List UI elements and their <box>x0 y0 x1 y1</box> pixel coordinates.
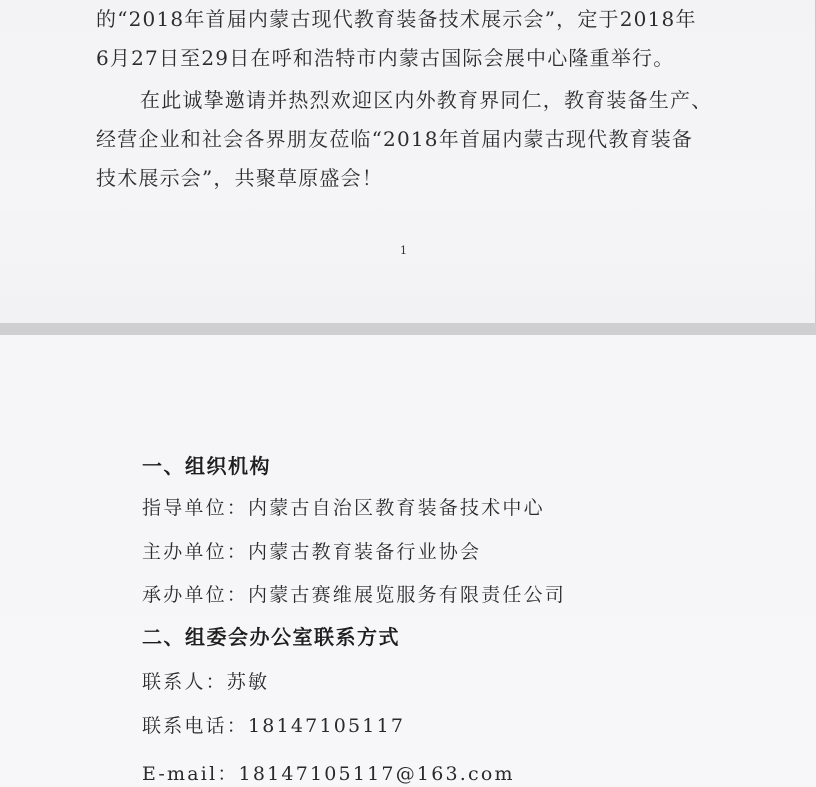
organizer-guidance-unit: 指导单位：内蒙古自治区教育装备技术中心 <box>142 497 545 519</box>
page-separator <box>0 323 816 335</box>
organizer-undertaking-unit: 承办单位：内蒙古赛维展览服务有限责任公司 <box>142 584 567 606</box>
contact-person: 联系人：苏敏 <box>142 671 270 693</box>
paragraph-line: 经营企业和社会各界朋友莅临“2018年首届内蒙古现代教育装备 <box>96 127 694 151</box>
paragraph-line: 技术展示会”，共聚草原盛会！ <box>96 166 384 190</box>
page-number: 1 <box>400 244 407 257</box>
section-heading-organization: 一、组织机构 <box>142 454 271 478</box>
document-page-1 <box>0 0 816 323</box>
paragraph-line: 的“2018年首届内蒙古现代教育装备技术展示会”，定于2018年 <box>96 7 697 31</box>
contact-email: E-mail：18147105117@163.com <box>142 763 515 785</box>
paragraph-line: 在此诚挚邀请并热烈欢迎区内外教育界同仁，教育装备生产、 <box>140 88 713 112</box>
paragraph-line: 6月27日至29日在呼和浩特市内蒙古国际会展中心隆重举行。 <box>96 46 675 70</box>
contact-phone: 联系电话：18147105117 <box>142 715 406 737</box>
document-page-2 <box>0 335 816 787</box>
organizer-host-unit: 主办单位：内蒙古教育装备行业协会 <box>142 541 482 563</box>
section-heading-contact: 二、组委会办公室联系方式 <box>142 625 400 649</box>
